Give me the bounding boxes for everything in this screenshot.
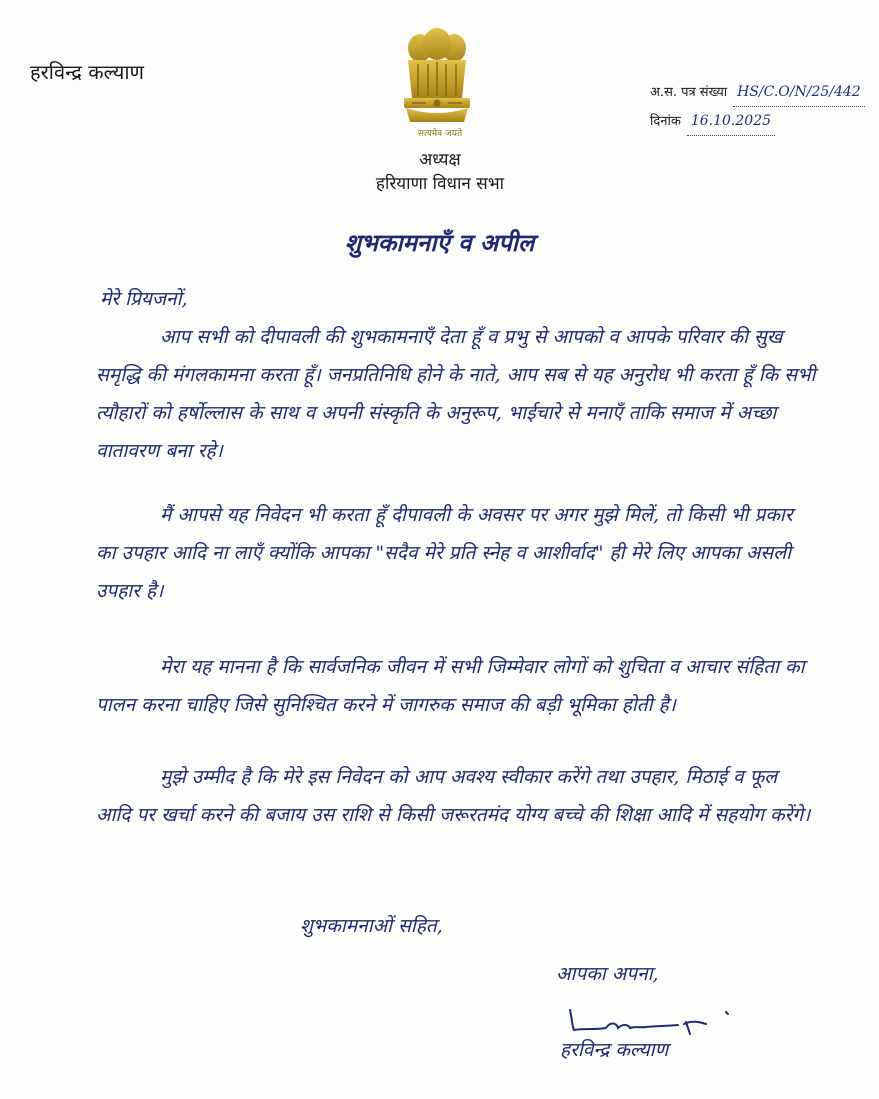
valediction: आपका अपना, <box>556 963 659 985</box>
signature-mark <box>566 1000 736 1040</box>
date-label: दिनांक <box>650 114 681 129</box>
date-row <box>650 107 865 136</box>
body-paragraph-3: मेरा यह मानना है कि सार्वजनिक जीवन में सभी जिम्मेवार लोगों को शुचिता व आचार संहिता का पालन करना चाहिए जिसे सुनिश्चित करने में जागरुक समाज की बड़ी भूमिका होती है। <box>96 656 805 716</box>
reference-block <box>650 78 865 136</box>
letter-subject: शुभकामनाएँ व अपील <box>344 228 535 257</box>
signatory-name: हरविन्द्र कल्याण <box>560 1039 669 1061</box>
office-designation: अध्यक्ष <box>419 150 461 170</box>
body-paragraph-4: मुझे उम्मीद है कि मेरे इस निवेदन को आप अवश्य स्वीकार करेंगे तथा उपहार, मिठाई व फूल आदि पर खर्चा करने की बजाय उस राशि से किसी जरूरतमंद योग्य बच्चे की शिक्षा आदि में सहयोग करेंगे। <box>96 766 811 826</box>
reference-label: अ.स. पत्र संख्या <box>650 85 728 100</box>
reference-row <box>650 78 865 107</box>
closing: शुभकामनाओं सहित, <box>300 915 443 937</box>
salutation: मेरे प्रियजनों, <box>100 288 188 310</box>
date-value: 16.10.2025 <box>687 107 775 136</box>
office-title <box>330 148 550 196</box>
body-paragraph-1: आप सभी को दीपावली की शुभकामनाएँ देता हूँ व प्रभु से आपको व आपके परिवार की सुख समृद्धि की मंगलकामना करता हूँ। जनप्रतिनिधि होने के नाते, आप सब से यह अनुरोध भी करता हूँ कि सभी त्यौहारों को हर्षोल्लास के साथ व अपनी संस्कृति के अनुरूप, भाईचारे से मनाएँ ताकि समाज में अच्छा वातावरण बना रहे। <box>96 326 816 462</box>
body-paragraph-2: मैं आपसे यह निवेदन भी करता हूँ दीपावली के अवसर पर अगर मुझे मिलें, तो किसी भी प्रकार का उपहार आदि ना लाएँ क्योंकि आपका "सदैव मेरे प्रति स्नेह व आशीर्वाद" ही मेरे लिए आपका असली उपहार है। <box>96 504 793 602</box>
office-name: हरियाणा विधान सभा <box>375 174 505 194</box>
emblem-motto: सत्यमेव जयते <box>417 129 463 139</box>
sender-name: हरविन्द्र कल्याण <box>30 60 144 84</box>
reference-number: HS/C.O/N/25/442 <box>733 78 865 107</box>
